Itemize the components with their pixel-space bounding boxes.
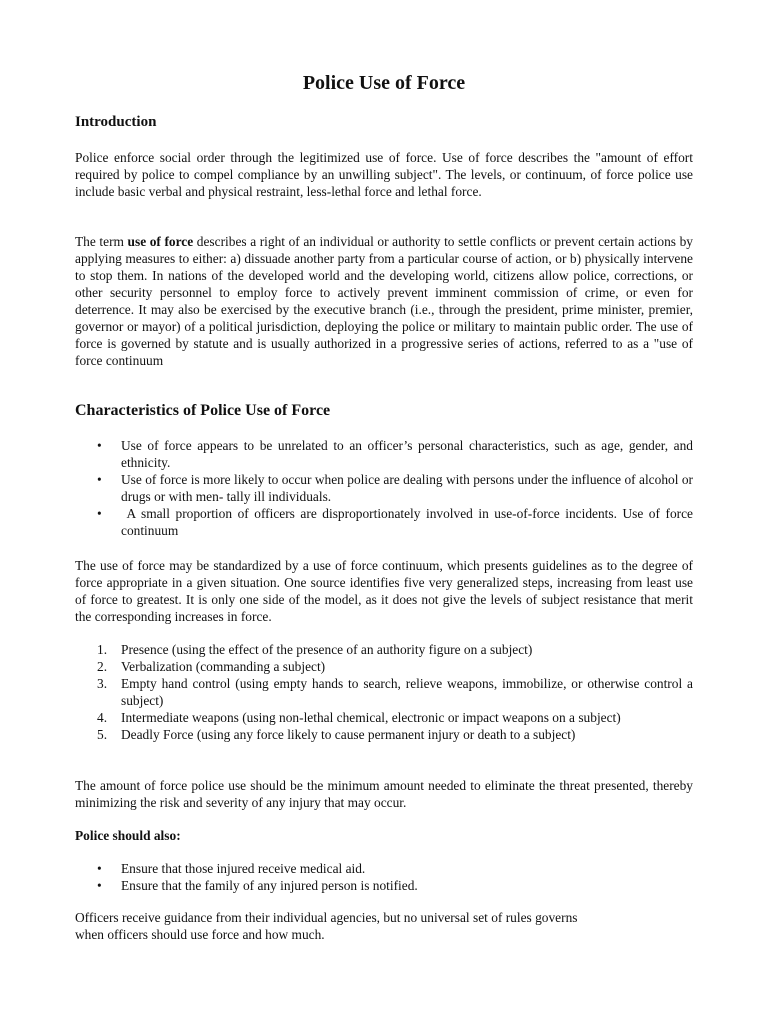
text: describes a right of an individual or authority to settle conflicts or prevent certain actions by applying measures to either: a) dissuade another party from a particular course of action, or b) physically intervene to stop them. In nations of the developed world and the developing world, citizens allow police, corrections, or other security personnel to employ force to actively prevent imminent commission of crime, or even for deterrence. It may also be exercised by the executive branch (i.e., through the president, prime minister, premier, governor or mayor) of a political jurisdiction, deploying the police or military to maintain public order. The use of force is governed by statute and is usually authorized in a progressive series of actions, referred to as a "use of force continuum	[75, 234, 693, 368]
intro-paragraph-2	[75, 233, 693, 369]
list-item-text: Use of force appears to be unrelated to an officer’s personal characteristics, such as age, gender, and ethnicity.	[121, 438, 693, 470]
list-item-text: Verbalization (commanding a subject)	[121, 659, 326, 674]
list-number: 3.	[97, 676, 108, 691]
list-item	[75, 641, 693, 658]
bullet-icon: •	[97, 472, 102, 487]
minimum-force-paragraph: The amount of force police use should be the minimum amount needed to eliminate the threat presented, thereby minimizing the risk and severity of any injury that may occur.	[75, 778, 693, 810]
list-item	[75, 658, 693, 675]
list-item-text: Ensure that the family of any injured person is notified.	[121, 878, 418, 893]
section-heading-characteristics: Characteristics of Police Use of Force	[75, 402, 331, 419]
bullet-icon: •	[97, 506, 102, 521]
list-item-text: Deadly Force (using any force likely to cause permanent injury or death to a subject)	[121, 727, 576, 742]
police-should-also-list	[75, 860, 693, 894]
list-item	[75, 726, 693, 743]
list-item-text: Empty hand control (using empty hands to search, relieve weapons, immobilize, or otherwise control a subject)	[121, 676, 693, 708]
list-item-text: Ensure that those injured receive medical aid.	[121, 861, 366, 876]
bullet-icon: •	[97, 878, 102, 893]
list-item	[75, 675, 693, 709]
list-number: 4.	[97, 710, 108, 725]
list-item	[75, 437, 693, 471]
list-item	[75, 471, 693, 505]
list-number: 2.	[97, 659, 108, 674]
list-item-text: A small proportion of officers are disproportionately involved in use-of-force incidents. Use of force continuum	[121, 506, 697, 538]
list-item	[75, 860, 693, 877]
text: The term	[75, 234, 128, 249]
page-title: Police Use of Force	[302, 72, 466, 94]
list-item-text: Presence (using the effect of the presence of an authority figure on a subject)	[121, 642, 533, 657]
bullet-icon: •	[97, 438, 102, 453]
bold-term: use of force	[127, 234, 194, 249]
list-item	[75, 709, 693, 726]
final-paragraph-line: Officers receive guidance from their individual agencies, but no universal set of rules governs	[75, 910, 578, 925]
force-steps-list	[75, 641, 693, 743]
list-item-text: Intermediate weapons (using non-lethal chemical, electronic or impact weapons on a subject)	[121, 710, 621, 725]
list-item	[75, 877, 693, 894]
list-number: 5.	[97, 727, 108, 742]
final-paragraph-line: when officers should use force and how much.	[75, 927, 325, 942]
list-item-text: Use of force is more likely to occur when police are dealing with persons under the influence of alcohol or drugs or with men- tally ill individuals.	[121, 472, 693, 504]
bullet-icon: •	[97, 861, 102, 876]
list-item	[75, 505, 697, 539]
intro-paragraph-1: Police enforce social order through the legitimized use of force. Use of force describes the "amount of effort required by police to compel compliance by an unwilling subject". The levels, or continuum, of force police use include basic verbal and physical restraint, less-lethal force and lethal force.	[75, 150, 693, 199]
section-heading-introduction: Introduction	[75, 114, 157, 130]
police-should-also-heading: Police should also:	[75, 828, 181, 843]
characteristics-list	[75, 437, 697, 539]
continuum-paragraph: The use of force may be standardized by a use of force continuum, which presents guidelines as to the degree of force appropriate in a given situation. One source identifies five very generalized steps, increasing from least use of force to greatest. It is only one side of the model, as it does not give the levels of subject resistance that merit the corresponding increases in force.	[75, 558, 693, 624]
list-number: 1.	[97, 642, 108, 657]
final-paragraph	[75, 909, 715, 943]
